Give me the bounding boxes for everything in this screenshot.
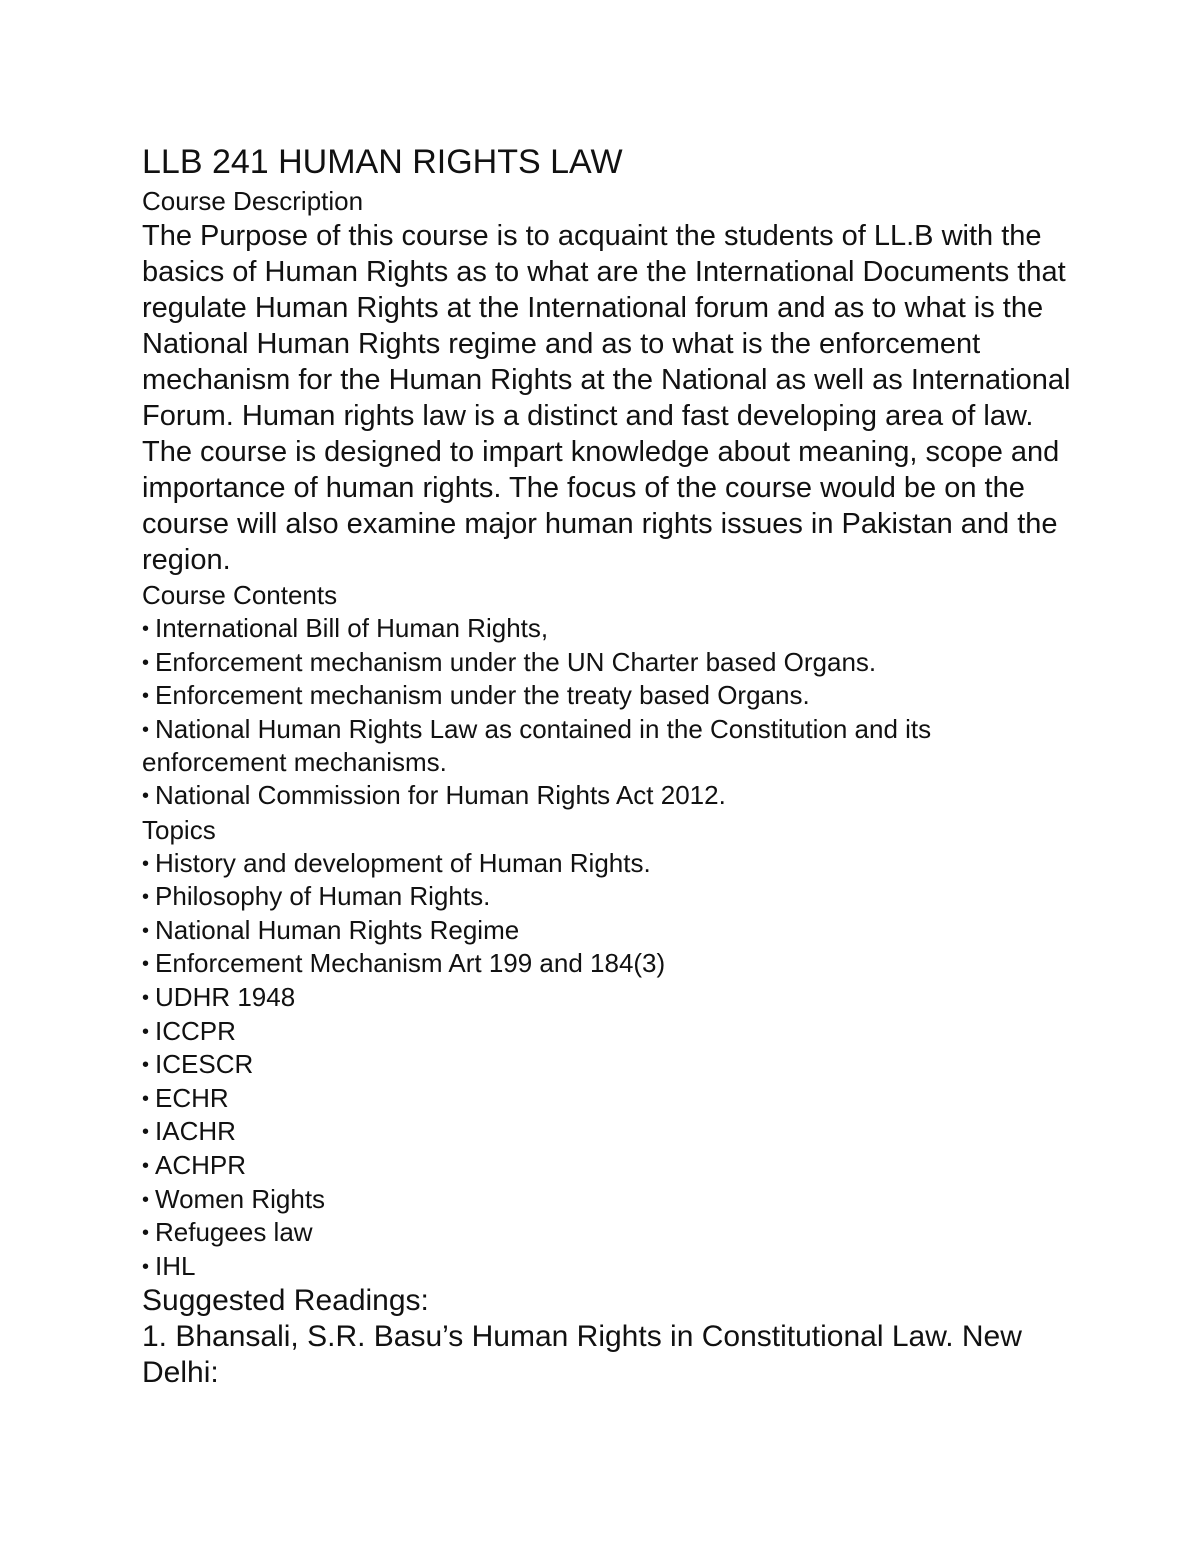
course-contents-heading: Course Contents (142, 580, 338, 610)
list-item-text: Enforcement mechanism under the UN Charter based Organs. (155, 646, 877, 677)
list-item-text: ACHPR (155, 1149, 247, 1180)
list-item (142, 779, 1077, 813)
document-page (142, 140, 1077, 1391)
list-item-text: IACHR (155, 1116, 236, 1147)
list-item (142, 646, 1077, 680)
bullet-icon: • (142, 1188, 150, 1211)
bullet-icon: • (142, 953, 150, 976)
bullet-icon: • (142, 618, 150, 640)
list-item (142, 1015, 1077, 1049)
bullet-icon: • (142, 919, 150, 942)
list-item (142, 914, 1077, 948)
course-description-heading: Course Description (142, 186, 364, 216)
list-item (142, 679, 1077, 713)
bullet-icon: • (142, 1121, 150, 1144)
bullet-icon: • (142, 986, 150, 1009)
list-item (142, 1216, 1077, 1250)
list-item-text: National Human Rights Law as contained in the Constitution and its enforcement mechanisms. (142, 713, 932, 778)
list-item-text: History and development of Human Rights. (155, 847, 651, 878)
list-item-text: ICCPR (155, 1015, 236, 1046)
bullet-icon: • (142, 651, 150, 674)
bullet-icon: • (142, 784, 150, 807)
course-contents-list (142, 612, 1077, 813)
list-item (142, 1048, 1077, 1082)
list-item (142, 880, 1077, 914)
list-item (142, 981, 1077, 1015)
bullet-icon: • (142, 718, 150, 741)
list-item-text: IHL (155, 1250, 196, 1281)
list-item-text: ECHR (155, 1082, 229, 1113)
list-item (142, 612, 1077, 646)
list-item (142, 713, 1077, 779)
bullet-icon: • (142, 685, 150, 708)
suggested-readings-heading: Suggested Readings: (142, 1284, 429, 1318)
list-item-text: Refugees law (155, 1217, 313, 1248)
list-item (142, 1082, 1077, 1116)
list-item-text: UDHR 1948 (155, 981, 296, 1012)
bullet-icon: • (142, 1222, 150, 1245)
list-item-text: International Bill of Human Rights, (155, 613, 549, 643)
topics-heading: Topics (142, 814, 216, 845)
bullet-icon: • (142, 886, 150, 909)
list-item-text: ICESCR (155, 1049, 254, 1080)
bullet-icon: • (142, 1054, 150, 1077)
document-title: LLB 241 HUMAN RIGHTS LAW (142, 143, 623, 181)
bullet-icon: • (142, 1020, 150, 1043)
bullet-icon: • (142, 1087, 150, 1110)
list-item (142, 1115, 1077, 1149)
list-item-text: National Human Rights Regime (155, 914, 520, 945)
list-item-text: Enforcement Mechanism Art 199 and 184(3) (155, 948, 666, 979)
list-item-text: Women Rights (155, 1183, 326, 1214)
list-item-text: Philosophy of Human Rights. (155, 881, 491, 912)
reading-item: 1. Bhansali, S.R. Basu’s Human Rights in Constitutional Law. New Delhi: (142, 1320, 1022, 1390)
list-item (142, 847, 1077, 881)
bullet-icon: • (142, 1255, 150, 1278)
course-description-paragraph: The Purpose of this course is to acquaint the students of LL.B with the basics of Human Rights as to what are the International Documents that regulate Human Rights at the International forum and as to what is the National Human Rights regime and as to what is the enforcement mechanism for the Human Rights at the National as well as International Forum. Human rights law is a distinct and fast developing area of law. The course is designed to impart knowledge about meaning, scope and importance of human rights. The focus of the course would be on the course will also examine major human rights issues in Pakistan and the region. (142, 220, 1071, 576)
list-item (142, 1149, 1077, 1183)
list-item (142, 947, 1077, 981)
list-item (142, 1250, 1077, 1284)
list-item-text: National Commission for Human Rights Act 2012. (155, 779, 726, 810)
bullet-icon: • (142, 1154, 150, 1177)
list-item-text: Enforcement mechanism under the treaty based Organs. (155, 680, 810, 711)
list-item (142, 1183, 1077, 1217)
bullet-icon: • (142, 852, 150, 875)
topics-list (142, 847, 1077, 1284)
